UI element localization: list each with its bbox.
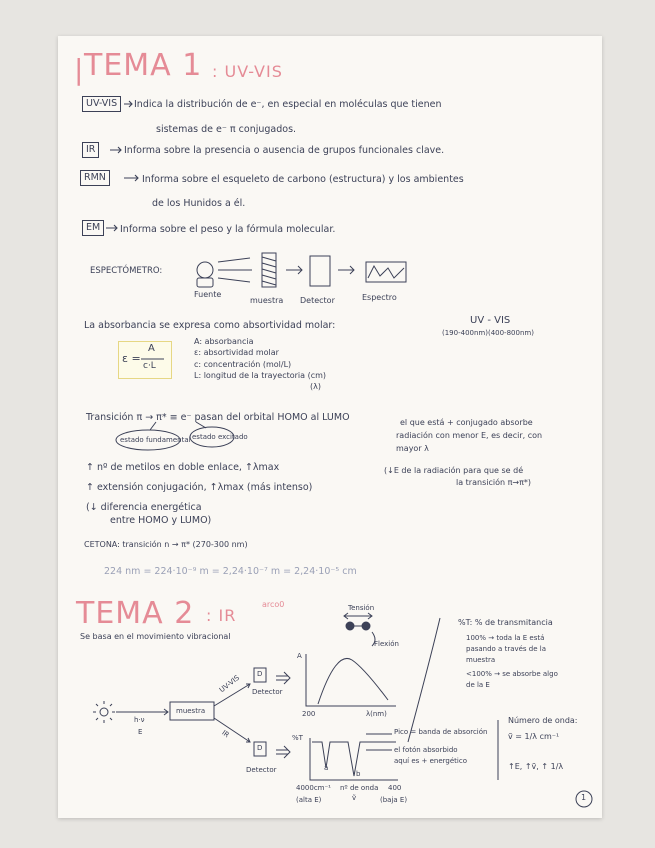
energy-relation: ↑E, ↑ṽ, ↑ 1/λ (508, 762, 564, 771)
wave-number-title: Número de onda: (508, 716, 578, 725)
def-l: L: longitud de la trayectoria (cm) (194, 371, 327, 380)
uv-axis-200: 200 (302, 710, 316, 718)
cetona-line: CETONA: transición n → π* (270-300 nm) (84, 540, 248, 549)
uvvis-range: (190-400nm)(400-800nm) (442, 329, 534, 337)
absorbance-intro: La absorbancia se expresa como absortividad molar: (84, 320, 336, 331)
tension-label: Tensión (348, 604, 375, 612)
conversion-calc: 224 nm = 224·10⁻⁹ m = 2,24·10⁻⁷ m = 2,24·10⁻⁵ cm (104, 566, 357, 577)
flexion-label: Flexión (374, 640, 399, 648)
pico-note: Pico = banda de absorción (394, 728, 488, 736)
x-mid: nº de onda (340, 784, 379, 792)
wave-number-equation: ṽ = 1/λ cm⁻¹ (508, 732, 560, 741)
rule-conjugation: ↑ extensión conjugación, ↑λmax (más intenso) (86, 482, 313, 493)
rule-gap-2: entre HOMO y LUMO) (110, 515, 212, 526)
ir-branch-label: IR (220, 728, 231, 740)
technique-abbr-uvvis: UV-VIS (82, 96, 121, 112)
tema1-subtitle: : UV-VIS (212, 62, 283, 81)
ir-intro: Se basa en el movimiento vibracional (80, 632, 231, 641)
t100-line2: pasando a través de la (466, 645, 547, 653)
tema2-title: TEMA 2 (76, 596, 195, 631)
t100-line1: 100% → toda la E está (466, 634, 545, 642)
uv-axis-a: A (297, 652, 302, 660)
rule-energy-2: la transición π→π*) (456, 478, 532, 487)
fuente-label: Fuente (194, 290, 222, 299)
technique-uvvis-line1: Indica la distribución de e⁻, en especial en moléculas que tienen (134, 99, 442, 110)
muestra-label: muestra (250, 296, 284, 305)
peak-a-label: a (324, 764, 329, 772)
x-left-1: 4000cm⁻¹ (296, 784, 331, 792)
rule-energy-1: (↓E de la radiación para que se dé (384, 466, 524, 475)
conj-note-2: radiación con menor E, es decir, con (396, 431, 543, 440)
def-a: A: absorbancia (194, 337, 254, 346)
uvvis-branch-label: UV-VIS (217, 673, 241, 695)
x-mid-symbol: ṽ (352, 794, 357, 802)
foton-note-2: aquí es + energético (394, 757, 467, 765)
technique-rmn-line1: Informa sobre el esqueleto de carbono (estructura) y los ambientes (142, 174, 464, 185)
hv-label: h·ν (134, 716, 145, 724)
detector-label-1: Detector (252, 688, 283, 696)
ir-axis-pct-t: %T (292, 734, 303, 742)
conj-note-3: mayor λ (396, 444, 429, 453)
detector-label-2: Detector (246, 766, 277, 774)
spectrometer-label: ESPECTÓMETRO: (90, 266, 163, 276)
rule-methyls: ↑ nº de metilos en doble enlace, ↑λmax (86, 462, 280, 473)
x-right-1: 400 (388, 784, 402, 792)
uv-axis-lambda: λ(nm) (366, 710, 387, 718)
lambda-note: (λ) (310, 382, 321, 391)
foton-note-1: el fotón absorbido (394, 746, 458, 754)
page-number: 1 (581, 793, 587, 802)
d-label-1: D (257, 670, 263, 678)
bubble-estado-fundamental: estado fundamental (120, 436, 191, 444)
technique-uvvis-line2: sistemas de e⁻ π conjugados. (156, 124, 297, 135)
conj-note-1: el que está + conjugado absorbe (400, 418, 533, 427)
def-epsilon: ε: absortividad molar (194, 348, 279, 357)
peak-b-label: b (356, 770, 361, 778)
def-c: c: concentración (mol/L) (194, 360, 292, 369)
e-label: E (138, 728, 143, 736)
pct-t-definition: %T: % de transmitancia (458, 618, 553, 627)
tema2-subtitle: : IR (206, 606, 237, 625)
detector-label: Detector (300, 296, 335, 305)
ir-muestra-label: muestra (176, 707, 206, 715)
technique-em-line1: Informa sobre el peso y la fórmula molecular. (120, 224, 336, 235)
margin-mark: | (74, 53, 84, 86)
d-label-2: D (257, 744, 263, 752)
bubble-estado-excitado: estado excitado (192, 433, 248, 441)
uvvis-title: UV - VIS (470, 315, 511, 326)
eq-numerator: A (148, 343, 155, 354)
t100-line3: muestra (466, 656, 496, 664)
technique-abbr-rmn: RMN (80, 170, 110, 186)
tema1-title: TEMA 1 (84, 48, 203, 83)
rule-gap-1: (↓ diferencia energética (86, 502, 202, 513)
technique-abbr-em: EM (82, 220, 104, 236)
espectro-label: Espectro (362, 293, 397, 302)
x-right-2: (baja E) (380, 796, 408, 804)
technique-rmn-line2: de los Hunidos a él. (152, 198, 246, 209)
tlt100-line1: <100% → se absorbe algo (466, 670, 558, 678)
transition-line: Transición π → π* ≡ e⁻ pasan del orbital HOMO al LUMO (86, 412, 350, 423)
eq-denominator: c·L (143, 361, 156, 371)
technique-abbr-ir: IR (82, 142, 99, 158)
x-left-2: (alta E) (296, 796, 322, 804)
eq-lhs: ε = (122, 352, 141, 365)
tlt100-line2: de la E (466, 681, 490, 689)
technique-ir-line1: Informa sobre la presencia o ausencia de grupos funcionales clave. (124, 145, 445, 156)
tema2-note: arco0 (262, 600, 285, 609)
